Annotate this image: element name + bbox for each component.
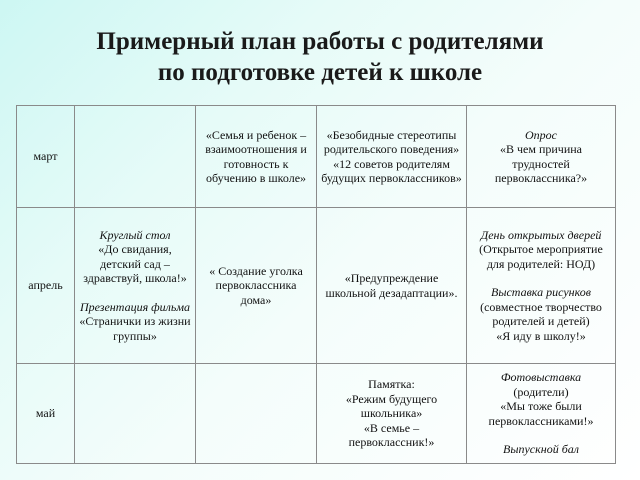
title-line-1: Примерный план работы с родителями: [96, 28, 544, 55]
cell-heading: Выставка рисунков: [490, 285, 591, 300]
cell-heading: Круглый стол: [99, 227, 171, 242]
cell-text: «Странички из жизни группы»: [79, 314, 191, 343]
cell-text: (родители): [513, 384, 569, 399]
month-cell-april: апрель: [17, 208, 75, 364]
cell-text: (Открытое мероприятие для родителей: НОД): [479, 242, 603, 271]
cell-may-col4: [317, 364, 467, 464]
cell-text: «Предупреждение школьной дезадаптации».: [325, 271, 458, 300]
spacer: [470, 428, 612, 442]
cell-heading: Презентация фильма: [79, 299, 191, 314]
cell-april-col4: [317, 208, 467, 364]
cell-text: «До свидания, детский сад – здравствуй, школа!»: [83, 242, 187, 286]
cell-heading: Опрос: [525, 127, 557, 142]
cell-march-col5: [467, 106, 616, 208]
empty-cell: [75, 364, 196, 464]
cell-text: « Создание уголка первоклассника дома»: [209, 263, 303, 307]
cell-text: (совместное творчество родителей и детей): [480, 299, 602, 329]
spacer: [470, 271, 612, 285]
cell-text: Памятка:: [368, 377, 415, 392]
cell-text: «Семья и ребенок – взаимоотношения и готовность к обучению в школе»: [205, 127, 307, 185]
cell-april-col2: [75, 208, 196, 364]
cell-march-col3: [196, 106, 317, 208]
table-row-may: [17, 364, 616, 464]
cell-march-col4: [317, 106, 467, 208]
table-row-april: [17, 208, 616, 364]
month-cell-march: март: [17, 106, 75, 208]
spacer: [78, 286, 192, 300]
cell-text: «Безобидные стереотипы родительского поведения»: [323, 127, 460, 156]
cell-heading: Выпускной бал: [503, 442, 579, 457]
cell-text: «Мы тоже были первоклассниками!»: [488, 399, 594, 428]
cell-text: «В семье – первоклассник!»: [348, 420, 435, 450]
page-title: [0, 26, 640, 88]
cell-text: «Режим будущего школьника»: [345, 391, 438, 421]
cell-text: «В чем причина трудностей первоклассника?»: [494, 142, 588, 185]
month-cell-may: май: [17, 364, 75, 464]
title-line-2: по подготовке детей к школе: [157, 59, 483, 86]
cell-april-col3: [196, 208, 317, 364]
cell-may-col5: [467, 364, 616, 464]
cell-april-col5: [467, 208, 616, 364]
empty-cell: [196, 364, 317, 464]
work-plan-table: [16, 105, 616, 464]
cell-text: «12 советов родителям будущих первоклассников»: [321, 156, 462, 185]
cell-heading: День открытых дверей: [480, 227, 602, 242]
empty-cell: [75, 106, 196, 208]
table-row-march: [17, 106, 616, 208]
cell-text: «Я иду в школу!»: [496, 328, 586, 343]
cell-heading: Фотовыставка: [500, 370, 582, 385]
